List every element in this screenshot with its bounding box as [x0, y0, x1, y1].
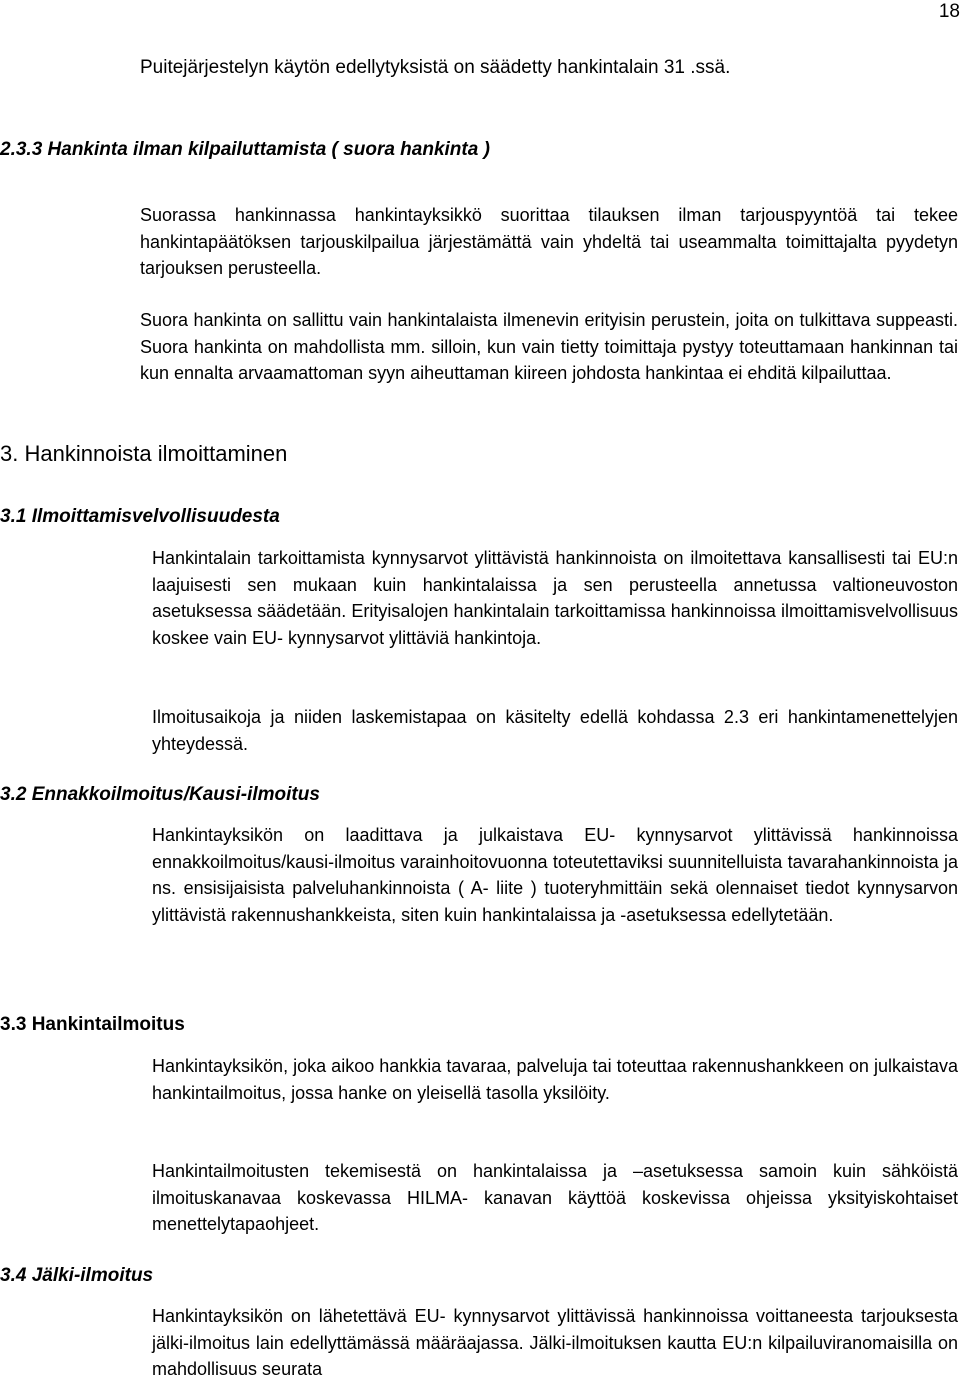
heading-3: 3. Hankinnoista ilmoittaminen: [0, 441, 288, 466]
heading-3-4: 3.4 Jälki-ilmoitus: [0, 1265, 154, 1286]
heading-3-2: 3.2 Ennakkoilmoitus/Kausi-ilmoitus: [0, 784, 320, 805]
paragraph-3-1-2: Ilmoitusaikoja ja niiden laskemistapaa on käsitelty edellä kohdassa 2.3 eri hankintamenettelyjen yhteydessä.: [152, 707, 958, 754]
page-number: 18: [938, 1, 960, 22]
paragraph-3-3-2: Hankintailmoitusten tekemisestä on hankintalaissa ja –asetuksessa samoin kuin sähköistä ilmoituskanavaa koskevassa HILMA- kanavan käyttöä koskevissa ohjeissa yksityiskohtaiset menettelytapaohjeet.: [152, 1161, 958, 1234]
paragraph-3-2-1: Hankintayksikön on laadittava ja julkaistava EU- kynnysarvot ylittävissä hankinnoissa ennakkoilmoitus/kausi-ilmoitus varainhoitovuonna toteutettaviksi suunnitelluista tavarahankinnoista ja ns. ensisijaisista palveluhankinnoista ( A- liite ) tuoteryhmittäin sekä olennaiset tiedot kynnysarvon ylittävistä rakennushankkeista, siten kuin hankintalaissa ja -asetuksessa edellytetään.: [152, 825, 958, 925]
paragraph-3-1-1: Hankintalain tarkoittamista kynnysarvot ylittävistä hankinnoista on ilmoitettava kansallisesti tai EU:n laajuisesti sen mukaan kuin hankintalaissa ja sen perusteella annetussa valtioneuvoston asetuksessa säädetään. Erityisalojen hankintalain tarkoittamissa hankinnoissa ilmoittamisvelvollisuus koskee vain EU- kynnysarvot ylittäviä hankintoja.: [152, 548, 958, 648]
intro-line: Puitejärjestelyn käytön edellytyksistä on säädetty hankintalain 31 .ssä.: [140, 57, 731, 78]
heading-3-3: 3.3 Hankintailmoitus: [0, 1014, 185, 1035]
paragraph-2-3-3-1: Suorassa hankinnassa hankintayksikkö suorittaa tilauksen ilman tarjouspyyntöä tai tekee hankintapäätöksen tarjouskilpailua järjestämättä vain yhdeltä tai useammalta toimittajalta pyydetyn tarjouksen perusteella.: [140, 205, 958, 278]
paragraph-3-4-1: Hankintayksikön on lähetettävä EU- kynnysarvot ylittävissä hankinnoissa voittaneesta tarjouksesta jälki-ilmoitus lain edellyttämässä määräajassa. Jälki-ilmoituksen kautta EU:n kilpailuviranomaisilla on mahdollisuus seurata: [152, 1306, 958, 1379]
heading-2-3-3: 2.3.3 Hankinta ilman kilpailuttamista ( suora hankinta ): [0, 139, 490, 160]
paragraph-3-3-1: Hankintayksikön, joka aikoo hankkia tavaraa, palveluja tai toteuttaa rakennushankkeen on julkaistava hankintailmoitus, jossa hanke on yleisellä tasolla yksilöity.: [152, 1056, 958, 1103]
heading-3-1: 3.1 Ilmoittamisvelvollisuudesta: [0, 506, 280, 527]
paragraph-2-3-3-2: Suora hankinta on sallittu vain hankintalaista ilmenevin erityisin perustein, joita on tulkittava suppeasti. Suora hankinta on mahdollista mm. silloin, kun vain tietty toimittaja pystyy toteuttamaan hankinnan tai kun ennalta arvaamattoman syyn aiheuttaman kiireen johdosta hankintaa ei ehditä kilpailuttaa.: [140, 310, 958, 383]
